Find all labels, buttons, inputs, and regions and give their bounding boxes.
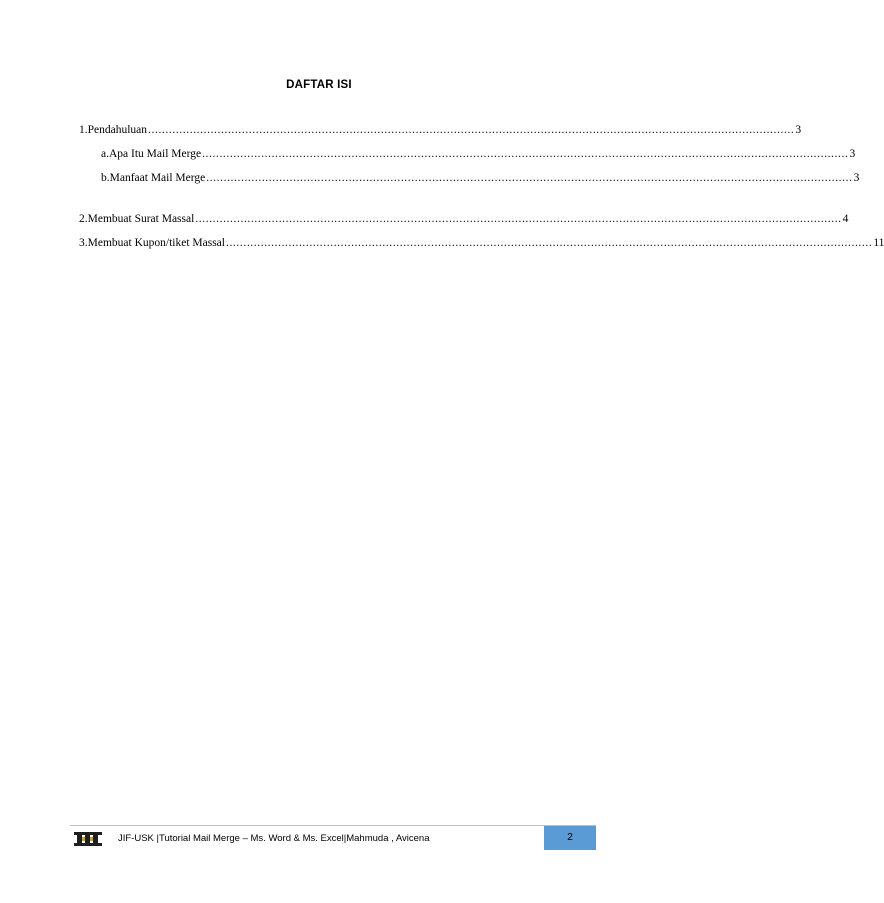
toc-page-number: 11 <box>873 237 884 249</box>
toc-leader-dots: .......................................................................................................................................................................................... <box>225 237 873 249</box>
toc-page-number: 3 <box>853 172 860 184</box>
toc-number: 3. <box>79 237 88 249</box>
toc-entry-1b[interactable] <box>101 170 860 186</box>
page-number-box: 2 <box>544 826 596 850</box>
toc-leader-dots: .......................................................................................................................................................................................... <box>202 148 849 160</box>
toc-entry-3[interactable] <box>79 235 884 251</box>
page-footer <box>70 825 596 850</box>
toc-label: Manfaat Mail Merge <box>109 172 206 184</box>
toc-leader-dots: .......................................................................................................................................................................................... <box>148 124 795 136</box>
toc-label: Pendahuluan <box>87 124 148 136</box>
toc-number: 2. <box>79 213 88 225</box>
toc-page-number: 4 <box>842 213 849 225</box>
toc-entry-2[interactable] <box>79 211 849 227</box>
toc-label: Membuat Surat Massal <box>87 213 195 225</box>
jif-logo-icon <box>74 830 102 848</box>
toc-entry-1a[interactable] <box>101 146 856 162</box>
toc-page-number: 3 <box>849 148 856 160</box>
toc-label: Membuat Kupon/tiket Massal <box>87 237 225 249</box>
toc-leader-dots: .......................................................................................................................................................................................... <box>206 172 853 184</box>
toc-leader-dots: .......................................................................................................................................................................................... <box>195 213 842 225</box>
toc-number: a. <box>101 148 109 160</box>
toc-entry-1[interactable] <box>79 122 802 138</box>
toc-number: b. <box>101 172 110 184</box>
footer-text: JIF-USK |Tutorial Mail Merge – Ms. Word & Ms. Excel|Mahmuda , Avicena <box>118 833 430 844</box>
toc-label: Apa Itu Mail Merge <box>108 148 202 160</box>
toc-number: 1. <box>79 124 88 136</box>
toc-page-number: 3 <box>795 124 802 136</box>
page-title: DAFTAR ISI <box>286 79 352 91</box>
